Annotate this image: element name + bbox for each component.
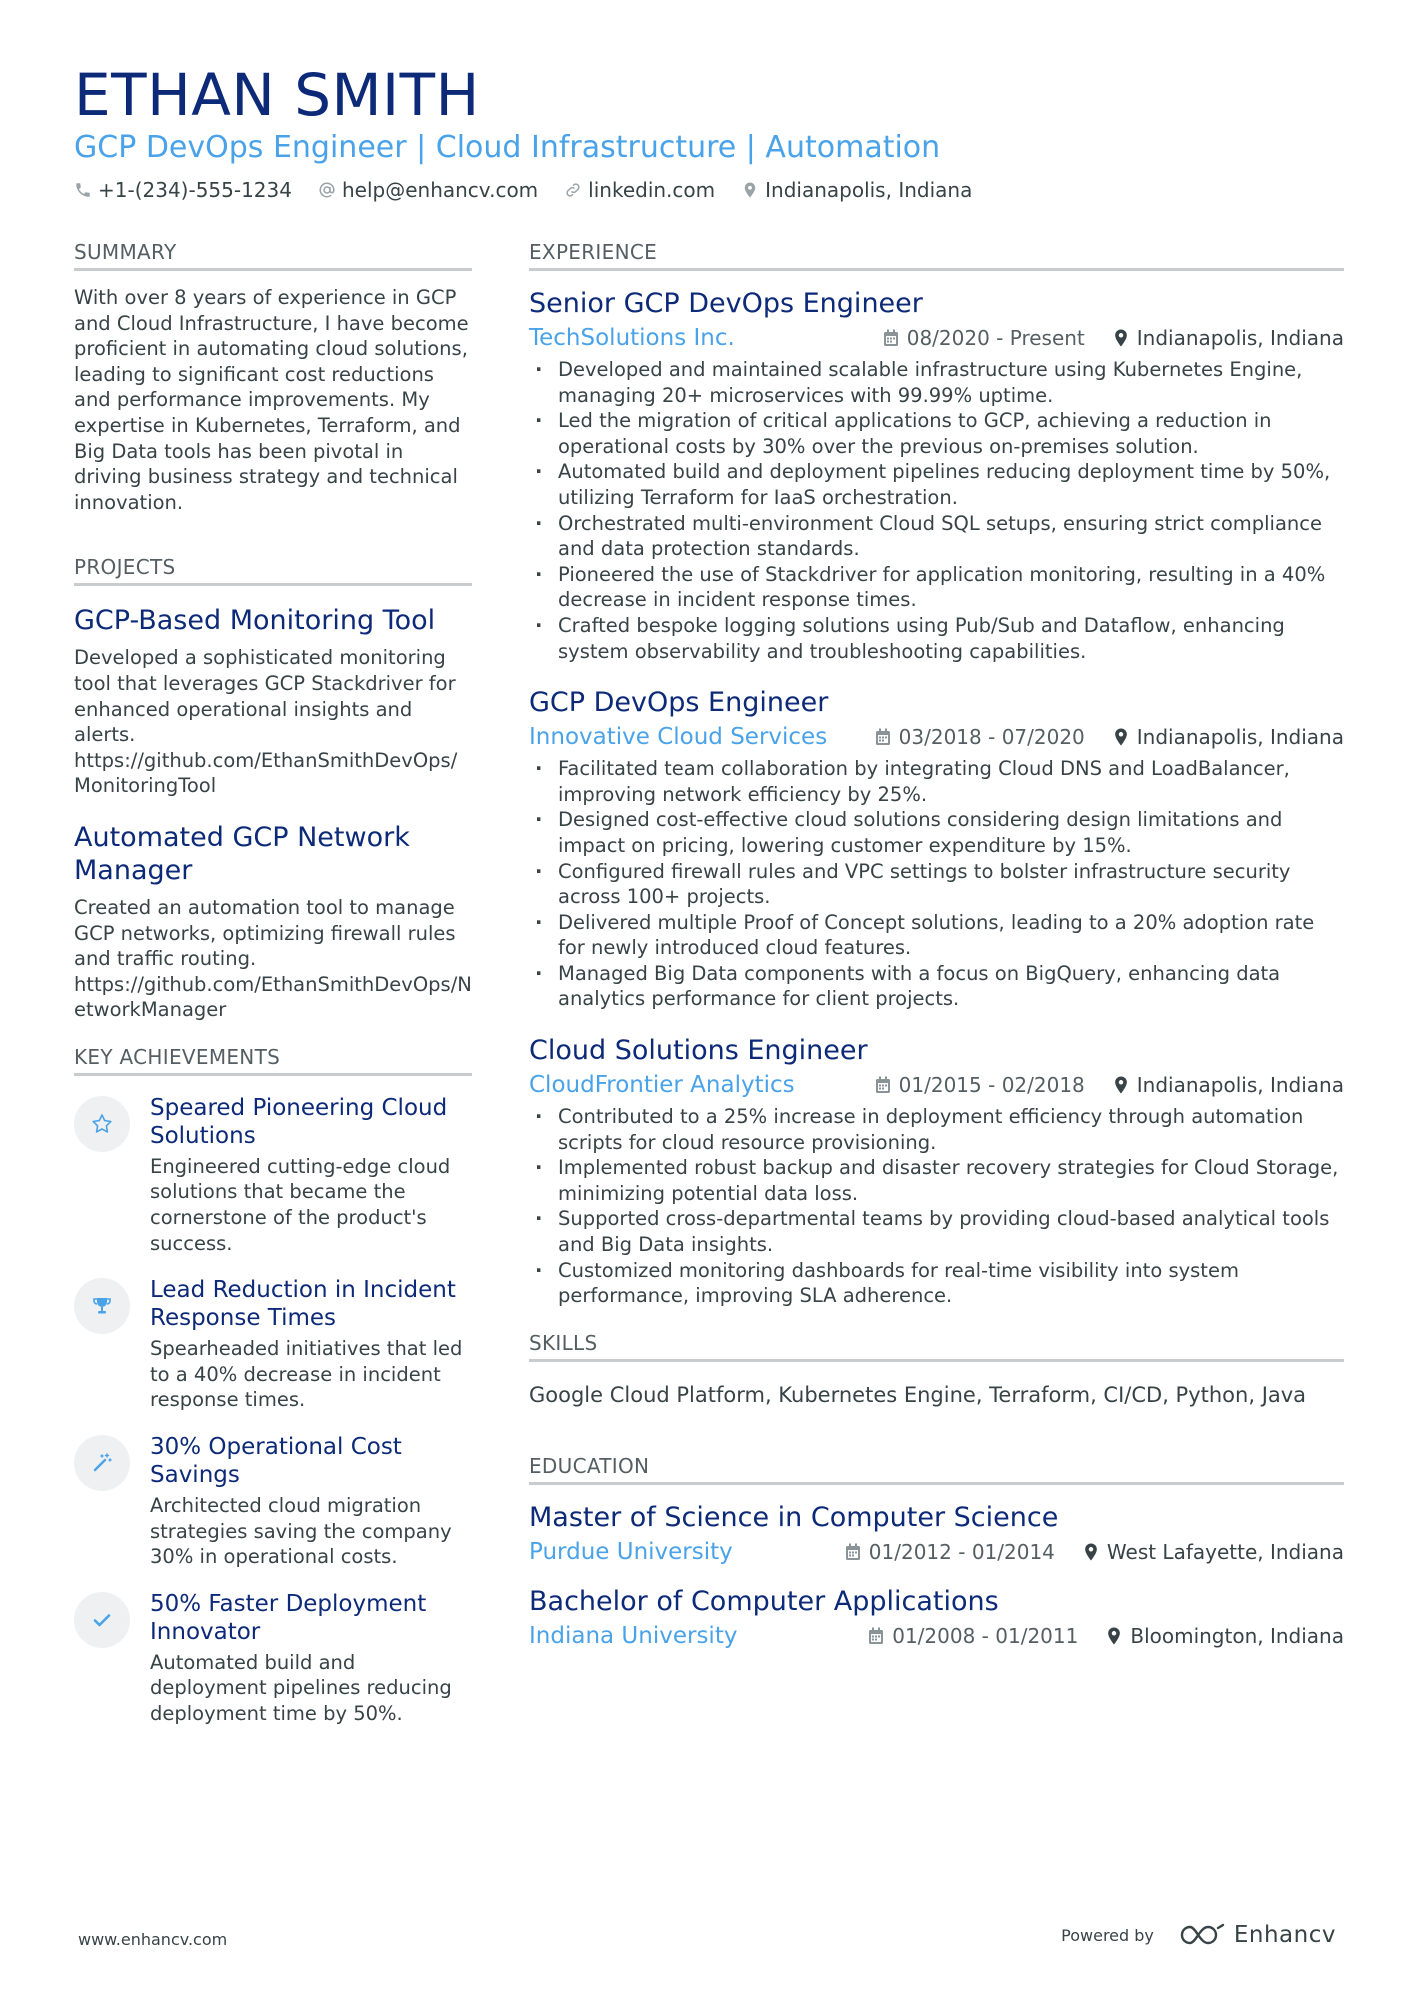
degree-title: Bachelor of Computer Applications: [529, 1585, 999, 1617]
powered-by-label: Powered by: [1061, 1925, 1154, 1945]
achievement-title: Speared Pioneering Cloud Solutions: [150, 1094, 448, 1149]
company-name: Innovative Cloud Services: [529, 724, 828, 751]
summary-heading: SUMMARY: [74, 240, 472, 271]
job-location-text: Indianapolis, Indiana: [1136, 1073, 1344, 1098]
project-title: GCP-Based Monitoring Tool: [74, 605, 436, 637]
achievement-item: [74, 1094, 472, 1256]
achievements-heading: KEY ACHIEVEMENTS: [74, 1045, 472, 1076]
location-pin-icon: [1083, 1543, 1099, 1561]
at-icon: [318, 181, 336, 199]
company-name: CloudFrontier Analytics: [529, 1072, 795, 1099]
job-location: [1113, 326, 1344, 350]
project-link[interactable]: https://github.com/EthanSmithDevOps/NetworkManager: [74, 972, 472, 1022]
degree-title: Master of Science in Computer Science: [529, 1501, 1059, 1533]
summary-section: [74, 240, 472, 515]
project-link[interactable]: https://github.com/EthanSmithDevOps/MonitoringTool: [74, 748, 458, 798]
job-entry: [529, 287, 1344, 664]
job-bullet: · Developed and maintained scalable infrastructure using Kubernetes Engine, managing 20+ microservices with 99.99% uptime.: [529, 357, 1344, 408]
achievement-item: [74, 1590, 472, 1727]
job-dates-text: 03/2018 - 07/2020: [898, 725, 1085, 750]
location-text: Indianapolis, Indiana: [765, 178, 973, 202]
achievement-description: Engineered cutting-edge cloud solutions that became the cornerstone of the product's success.: [150, 1154, 451, 1255]
achievement-title: Lead Reduction in Incident Response Times: [150, 1277, 456, 1332]
project-description: Developed a sophisticated monitoring tool that leverages GCP Stackdriver for enhanced operational insights and alerts.: [74, 646, 456, 747]
calendar-icon: [883, 329, 899, 347]
job-bullets: [529, 756, 1344, 1012]
job-bullet: · Delivered multiple Proof of Concept solutions, leading to a 20% adoption rate for newly introduced cloud features.: [529, 910, 1344, 961]
achievement-item: [74, 1433, 472, 1570]
job-dates: [875, 725, 1085, 749]
location-pin-icon: [1113, 728, 1129, 746]
location-pin-icon: [741, 181, 759, 199]
job-dates-text: 01/2015 - 02/2018: [898, 1073, 1085, 1098]
education-location-text: West Lafayette, Indiana: [1106, 1539, 1344, 1564]
brand-name: Enhancv: [1233, 1922, 1336, 1948]
skills-list: Google Cloud Platform, Kubernetes Engine, Terraform, CI/CD, Python, Java: [529, 1382, 1307, 1407]
job-bullet: · Designed cost-effective cloud solutions considering design limitations and impact on pricing, lowering customer expenditure by 15%.: [529, 807, 1344, 858]
education-dates: [845, 1540, 1055, 1564]
calendar-icon: [875, 1076, 891, 1094]
project-item: [74, 604, 472, 799]
job-dates-text: 08/2020 - Present: [906, 326, 1085, 350]
skills-heading: SKILLS: [529, 1331, 1344, 1362]
resume-header: [74, 62, 1344, 202]
job-bullets: [529, 357, 1344, 664]
projects-heading: PROJECTS: [74, 555, 472, 586]
star-icon: [74, 1096, 130, 1152]
link-icon: [564, 181, 582, 199]
location-pin-icon: [1113, 1076, 1129, 1094]
enhancv-logo-icon: [1178, 1922, 1226, 1948]
trophy-icon: [74, 1278, 130, 1334]
experience-section: [529, 240, 1344, 1309]
education-entry: [529, 1501, 1344, 1567]
job-title: Cloud Solutions Engineer: [529, 1035, 868, 1067]
achievement-title: 30% Operational Cost Savings: [150, 1434, 402, 1489]
calendar-icon: [845, 1543, 861, 1561]
contact-location: [741, 178, 972, 202]
job-bullet: · Contributed to a 25% increase in deployment efficiency through automation scripts for cloud resource provisioning.: [529, 1104, 1344, 1155]
job-entry: [529, 686, 1344, 1012]
education-dates-text: 01/2012 - 01/2014: [868, 1539, 1055, 1564]
education-location: [1083, 1540, 1344, 1564]
achievements-section: [74, 1045, 472, 1727]
checkmark-icon: [74, 1592, 130, 1648]
job-title: Senior GCP DevOps Engineer: [529, 288, 923, 319]
job-bullet: · Customized monitoring dashboards for real-time visibility into system performance, improving SLA adherence.: [529, 1258, 1344, 1309]
achievement-title: 50% Faster Deployment Innovator: [150, 1590, 427, 1645]
company-name: TechSolutions Inc.: [529, 325, 735, 351]
contact-bar: [74, 178, 1344, 202]
magic-wand-icon: [74, 1435, 130, 1491]
achievement-description: Automated build and deployment pipelines reducing deployment time by 50%.: [150, 1650, 452, 1725]
linkedin-text: linkedin.com: [588, 178, 716, 202]
education-entry: [529, 1585, 1344, 1651]
achievement-description: Architected cloud migration strategies saving the company 30% in operational costs.: [150, 1494, 452, 1569]
education-location-text: Bloomington, Indiana: [1130, 1623, 1344, 1648]
achievement-description: Spearheaded initiatives that led to a 40% decrease in incident response times.: [150, 1337, 463, 1412]
job-title: GCP DevOps Engineer: [529, 687, 829, 719]
footer-website[interactable]: www.enhancv.com: [78, 1930, 228, 1949]
education-location: [1106, 1624, 1344, 1648]
summary-text: With over 8 years of experience in GCP and Cloud Infrastructure, I have become proficient in automating cloud solutions, leading to significant cost reductions and performance improvements. My expertise in Kubernetes, Terraform, and Big Data tools has been pivotal in driving business strategy and technical innovation.: [74, 286, 469, 514]
job-location: [1113, 1073, 1344, 1097]
job-location-text: Indianapolis, Indiana: [1136, 326, 1344, 350]
job-location: [1113, 725, 1344, 749]
job-bullet: · Orchestrated multi-environment Cloud SQL setups, ensuring strict compliance and data protection standards.: [529, 511, 1344, 562]
job-bullet: · Managed Big Data components with a focus on BigQuery, enhancing data analytics performance for client projects.: [529, 961, 1344, 1012]
job-dates: [875, 1073, 1085, 1097]
education-heading: EDUCATION: [529, 1454, 1344, 1485]
job-dates: [883, 326, 1085, 350]
job-bullets: [529, 1104, 1344, 1309]
phone-icon: [74, 181, 92, 199]
candidate-headline: GCP DevOps Engineer | Cloud Infrastructure | Automation: [74, 130, 941, 165]
job-bullet: · Facilitated team collaboration by integrating Cloud DNS and LoadBalancer, improving network efficiency by 25%.: [529, 756, 1344, 807]
job-bullet: · Implemented robust backup and disaster recovery strategies for Cloud Storage, minimizing potential data loss.: [529, 1155, 1344, 1206]
project-description: Created an automation tool to manage GCP networks, optimizing firewall rules and traffic routing.: [74, 895, 456, 971]
job-bullet: · Pioneered the use of Stackdriver for application monitoring, resulting in a 40% decrease in incident response times.: [529, 562, 1344, 613]
left-column: [74, 240, 472, 1747]
projects-section: [74, 555, 472, 1023]
contact-phone[interactable]: [74, 178, 292, 202]
job-entry: [529, 1034, 1344, 1309]
right-column: [529, 240, 1344, 1669]
job-bullet: · Automated build and deployment pipelines reducing deployment time by 50%, utilizing Terraform for IaaS orchestration.: [529, 459, 1344, 510]
calendar-icon: [875, 728, 891, 746]
job-bullet: · Configured firewall rules and VPC settings to bolster infrastructure security across 100+ projects.: [529, 859, 1344, 910]
phone-text: +1-(234)-555-1234: [98, 178, 292, 202]
enhancv-logo[interactable]: [1178, 1922, 1336, 1948]
experience-heading: EXPERIENCE: [529, 240, 1344, 271]
contact-linkedin[interactable]: [564, 178, 715, 202]
job-bullet: · Crafted bespoke logging solutions using Pub/Sub and Dataflow, enhancing system observability and troubleshooting capabilities.: [529, 613, 1344, 664]
education-dates-text: 01/2008 - 01/2011: [892, 1623, 1079, 1648]
education-dates: [868, 1624, 1078, 1648]
project-item: [74, 821, 472, 1023]
footer-branding: [1061, 1922, 1336, 1948]
job-bullet: · Supported cross-departmental teams by providing cloud-based analytical tools and Big Data insights.: [529, 1206, 1344, 1257]
email-text: help@enhancv.com: [341, 178, 539, 202]
education-section: [529, 1454, 1344, 1651]
job-bullet: · Led the migration of critical applications to GCP, achieving a reduction in operational costs by 30% over the previous on-premises solution.: [529, 408, 1344, 459]
skills-section: [529, 1331, 1344, 1410]
school-name: Indiana University: [529, 1622, 738, 1649]
location-pin-icon: [1113, 329, 1129, 347]
achievement-item: [74, 1276, 472, 1413]
location-pin-icon: [1106, 1627, 1122, 1645]
contact-email[interactable]: [318, 178, 538, 202]
school-name: Purdue University: [529, 1538, 733, 1565]
calendar-icon: [868, 1627, 884, 1645]
job-location-text: Indianapolis, Indiana: [1136, 725, 1344, 750]
candidate-name: ETHAN SMITH: [74, 61, 480, 129]
project-title: Automated GCP Network Manager: [74, 821, 410, 886]
